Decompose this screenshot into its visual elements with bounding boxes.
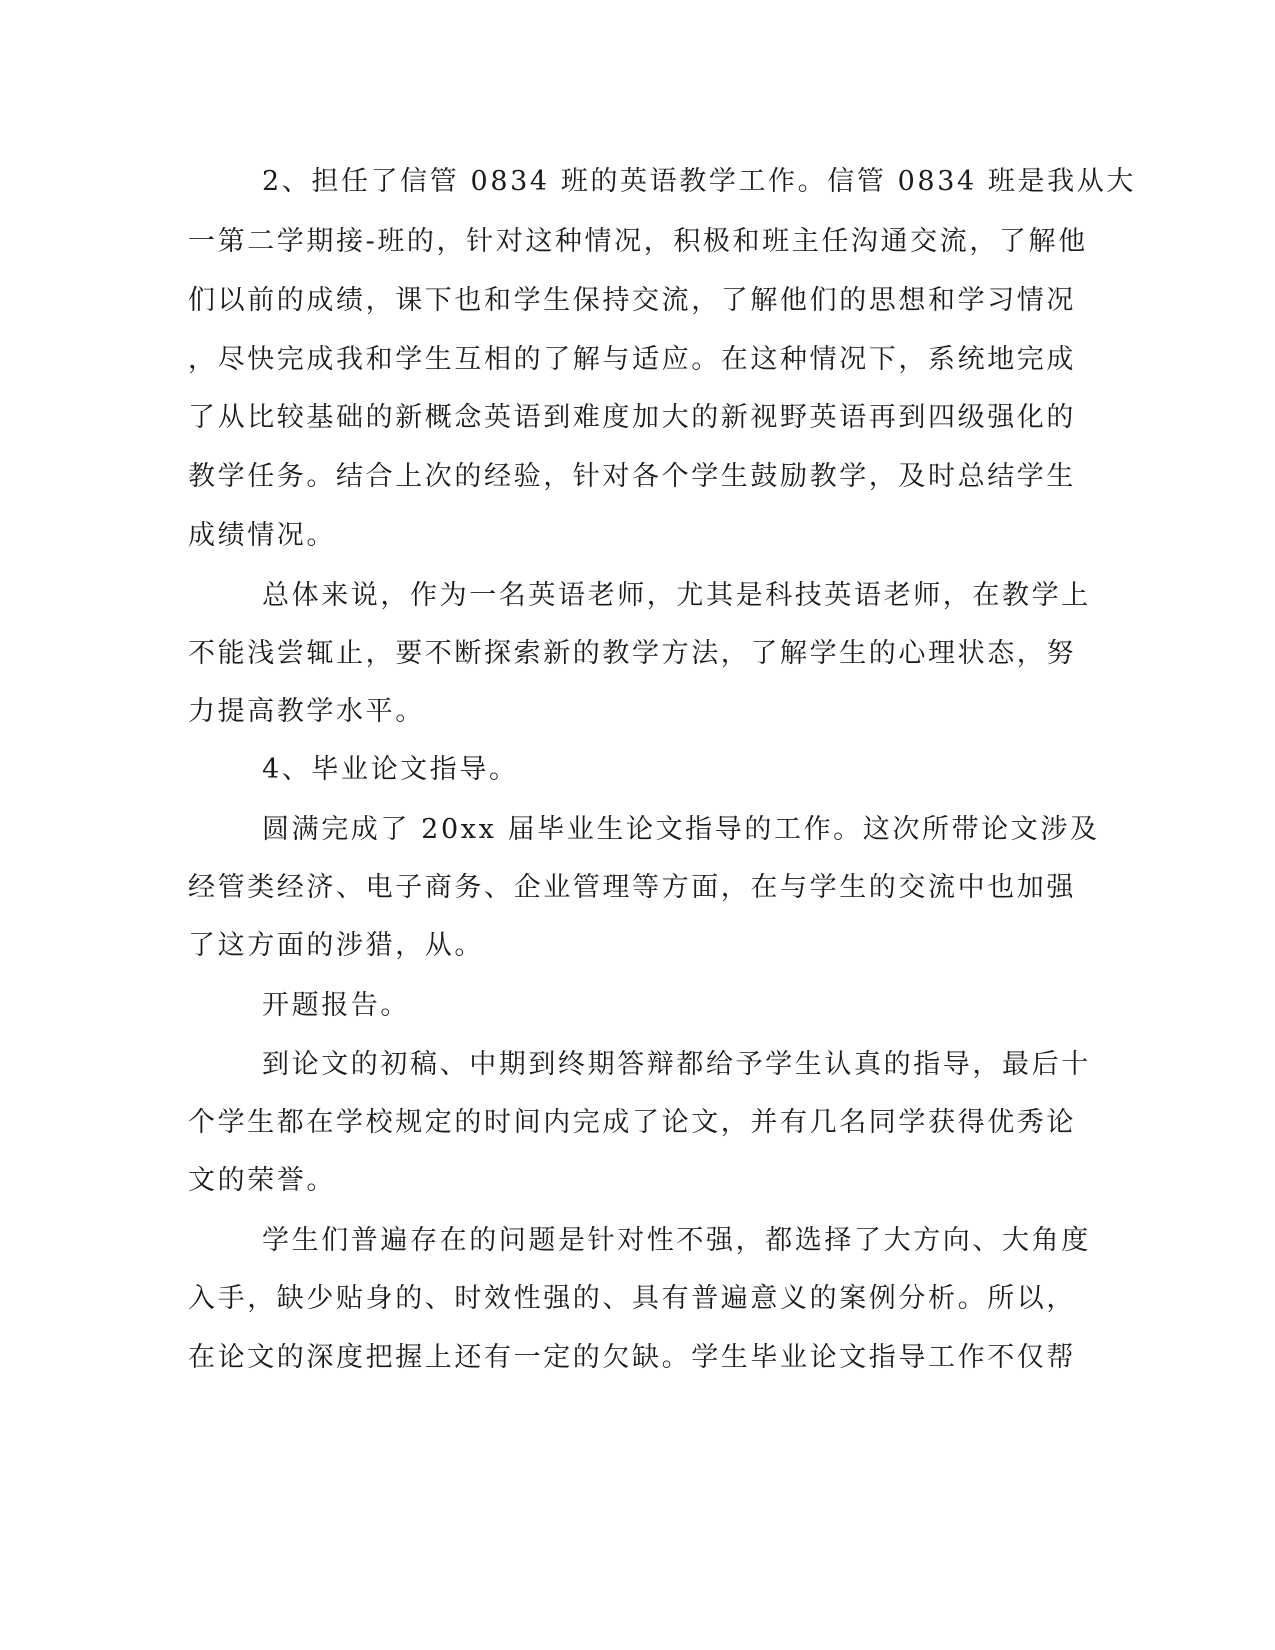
paragraph-line: 学生们普遍存在的问题是针对性不强，都选择了大方向、大角度 (262, 1225, 1091, 1256)
paragraph-line: 了这方面的涉猎，从。 (188, 930, 484, 961)
section-heading: 4、毕业论文指导。 (262, 754, 519, 785)
paragraph-line: 个学生都在学校规定的时间内完成了论文，并有几名同学获得优秀论 (188, 1107, 1076, 1138)
paragraph-line: 了从比较基础的新概念英语到难度加大的新视野英语再到四级强化的 (188, 402, 1076, 433)
paragraph-line: 不能浅尝辄止，要不断探索新的教学方法，了解学生的心理状态，努 (188, 638, 1076, 669)
paragraph-line: 教学任务。结合上次的经验，针对各个学生鼓励教学，及时总结学生 (188, 461, 1076, 492)
paragraph-line: 一第二学期接-班的，针对这种情况，积极和班主任沟通交流，了解他 (188, 226, 1088, 257)
paragraph-line: 开题报告。 (262, 990, 410, 1021)
paragraph-line: 力提高教学水平。 (188, 696, 425, 727)
paragraph-line: ，尽快完成我和学生互相的了解与适应。在这种情况下，系统地完成 (188, 344, 1076, 375)
paragraph-line: 们以前的成绩，课下也和学生保持交流，了解他们的思想和学习情况 (188, 285, 1076, 316)
paragraph-line: 到论文的初稿、中期到终期答辩都给予学生认真的指导，最后十 (262, 1049, 1091, 1080)
paragraph-line: 2、担任了信管 0834 班的英语教学工作。信管 0834 班是我从大 (262, 166, 1136, 197)
paragraph-line: 总体来说，作为一名英语老师，尤其是科技英语老师，在教学上 (262, 580, 1091, 611)
paragraph-line: 成绩情况。 (188, 520, 336, 551)
paragraph-line: 圆满完成了 20xx 届毕业生论文指导的工作。这次所带论文涉及 (262, 814, 1100, 845)
paragraph-line: 在论文的深度把握上还有一定的欠缺。学生毕业论文指导工作不仅帮 (188, 1342, 1076, 1373)
paragraph-line: 经管类经济、电子商务、企业管理等方面，在与学生的交流中也加强 (188, 872, 1076, 903)
paragraph-line: 入手，缺少贴身的、时效性强的、具有普遍意义的案例分析。所以， (188, 1283, 1076, 1314)
paragraph-line: 文的荣誉。 (188, 1165, 336, 1196)
